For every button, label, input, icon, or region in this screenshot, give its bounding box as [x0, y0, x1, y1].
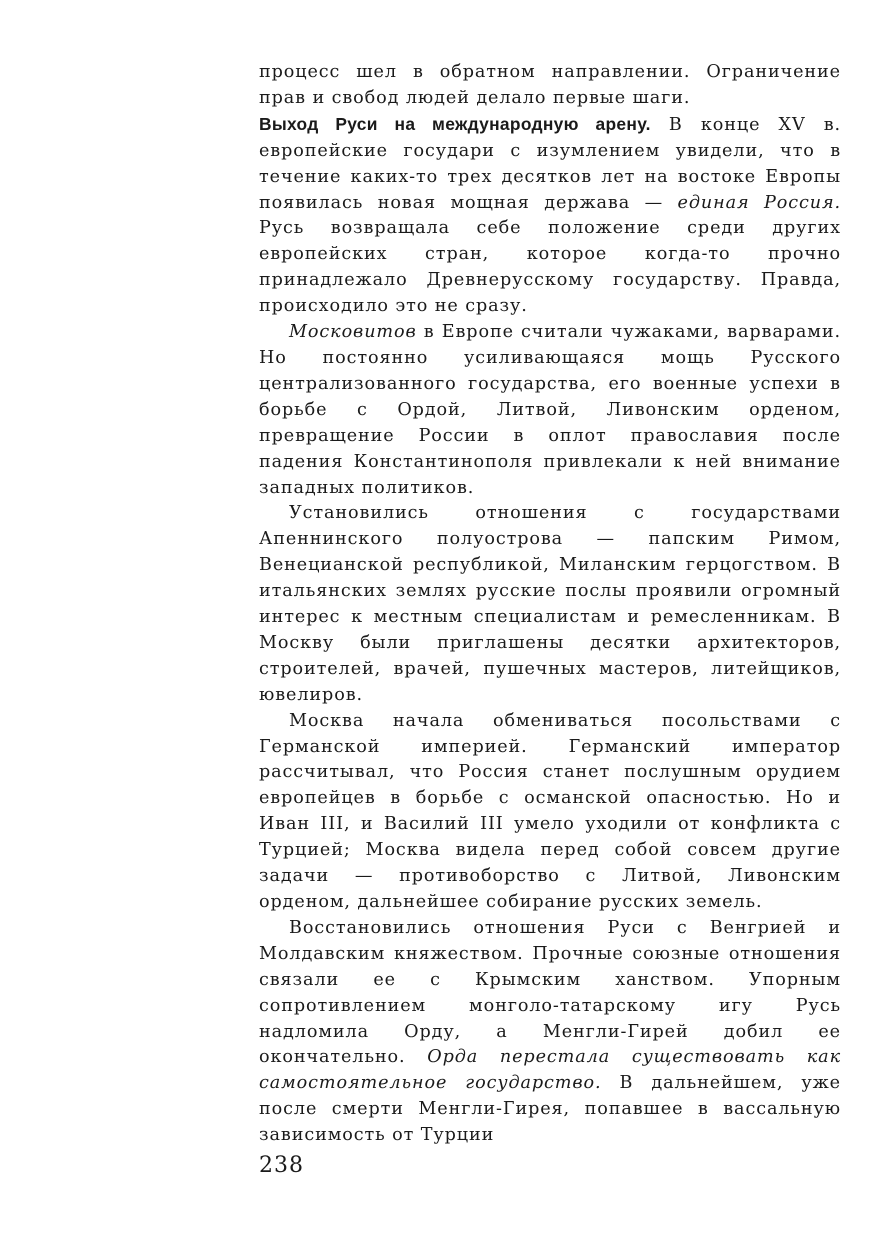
paragraph-text: процесс шел в обратном направлении. Ограничение прав и свобод людей делало первые шаги.	[259, 62, 841, 108]
paragraph-text: Установились отношения с государствами Апеннинского полуострова — папским Римом, Венецианской республикой, Миланским герцогством. В итальянских землях русские послы проявили огромный интерес к местным специалистам и ремесленникам. В Москву были приглашены десятки архитекторов, строителей, врачей, пушечных мастеров, литейщиков, ювелиров.	[259, 503, 841, 705]
paragraph-continued	[259, 60, 841, 112]
page-text-body	[259, 60, 841, 1149]
paragraph-text: Русь возвращала себе положение среди других европейских стран, которое когда-то прочно принадлежало Древнерусскому государству. Правда, происходило это не сразу.	[259, 218, 841, 317]
page-number: 238	[259, 1153, 304, 1178]
section-heading: Выход Руси на международную арену.	[259, 113, 651, 134]
emphasis-text: Орда перестала существовать как самостоятельное государство.	[259, 1047, 841, 1094]
paragraph-text: В дальнейшем, уже после смерти Менгли-Гирея, попавшее в вассальную зависимость от Турции	[259, 1073, 841, 1146]
paragraph-italy-relations	[259, 501, 841, 708]
paragraph-muscovites	[259, 320, 841, 501]
paragraph-text: Москва начала обмениваться посольствами с Германской империей. Германский император рассчитывал, что Россия станет послушным орудием европейцев в борьбе с османской опасностью. Но и Иван III, и Василий III умело уходили от конфликта с Турцией; Москва видела перед собой совсем другие задачи — противоборство с Литвой, Ливонским орденом, дальнейшее собирание русских земель.	[259, 710, 841, 912]
paragraph-text: Восстановились отношения Руси с Венгрией и Молдавским княжеством. Прочные союзные отношения связали ее с Крымским ханством. Упорным сопротивлением монголо-татарскому игу Русь надломила Орду, а Менгли-Гирей добил ее окончательно.	[259, 917, 841, 1068]
emphasis-text: единая Россия.	[677, 192, 841, 213]
emphasis-text: Московитов	[289, 322, 417, 343]
paragraph-text: в Европе считали чужаками, варварами. Но постоянно усиливающаяся мощь Русского централизованного государства, его военные успехи в борьбе с Ордой, Литвой, Ливонским орденом, превращение России в оплот православия после падения Константинополя привлекали к ней внимание западных политиков.	[259, 322, 841, 498]
paragraph-hungary-crimea	[259, 916, 841, 1149]
paragraph-german-empire	[259, 709, 841, 916]
paragraph-text: В конце XV в. европейские государи с изумлением увидели, что в течение каких-то трех десятков лет на востоке Европы появилась новая мощная держава —	[259, 114, 842, 213]
paragraph-section-intro	[259, 112, 841, 320]
